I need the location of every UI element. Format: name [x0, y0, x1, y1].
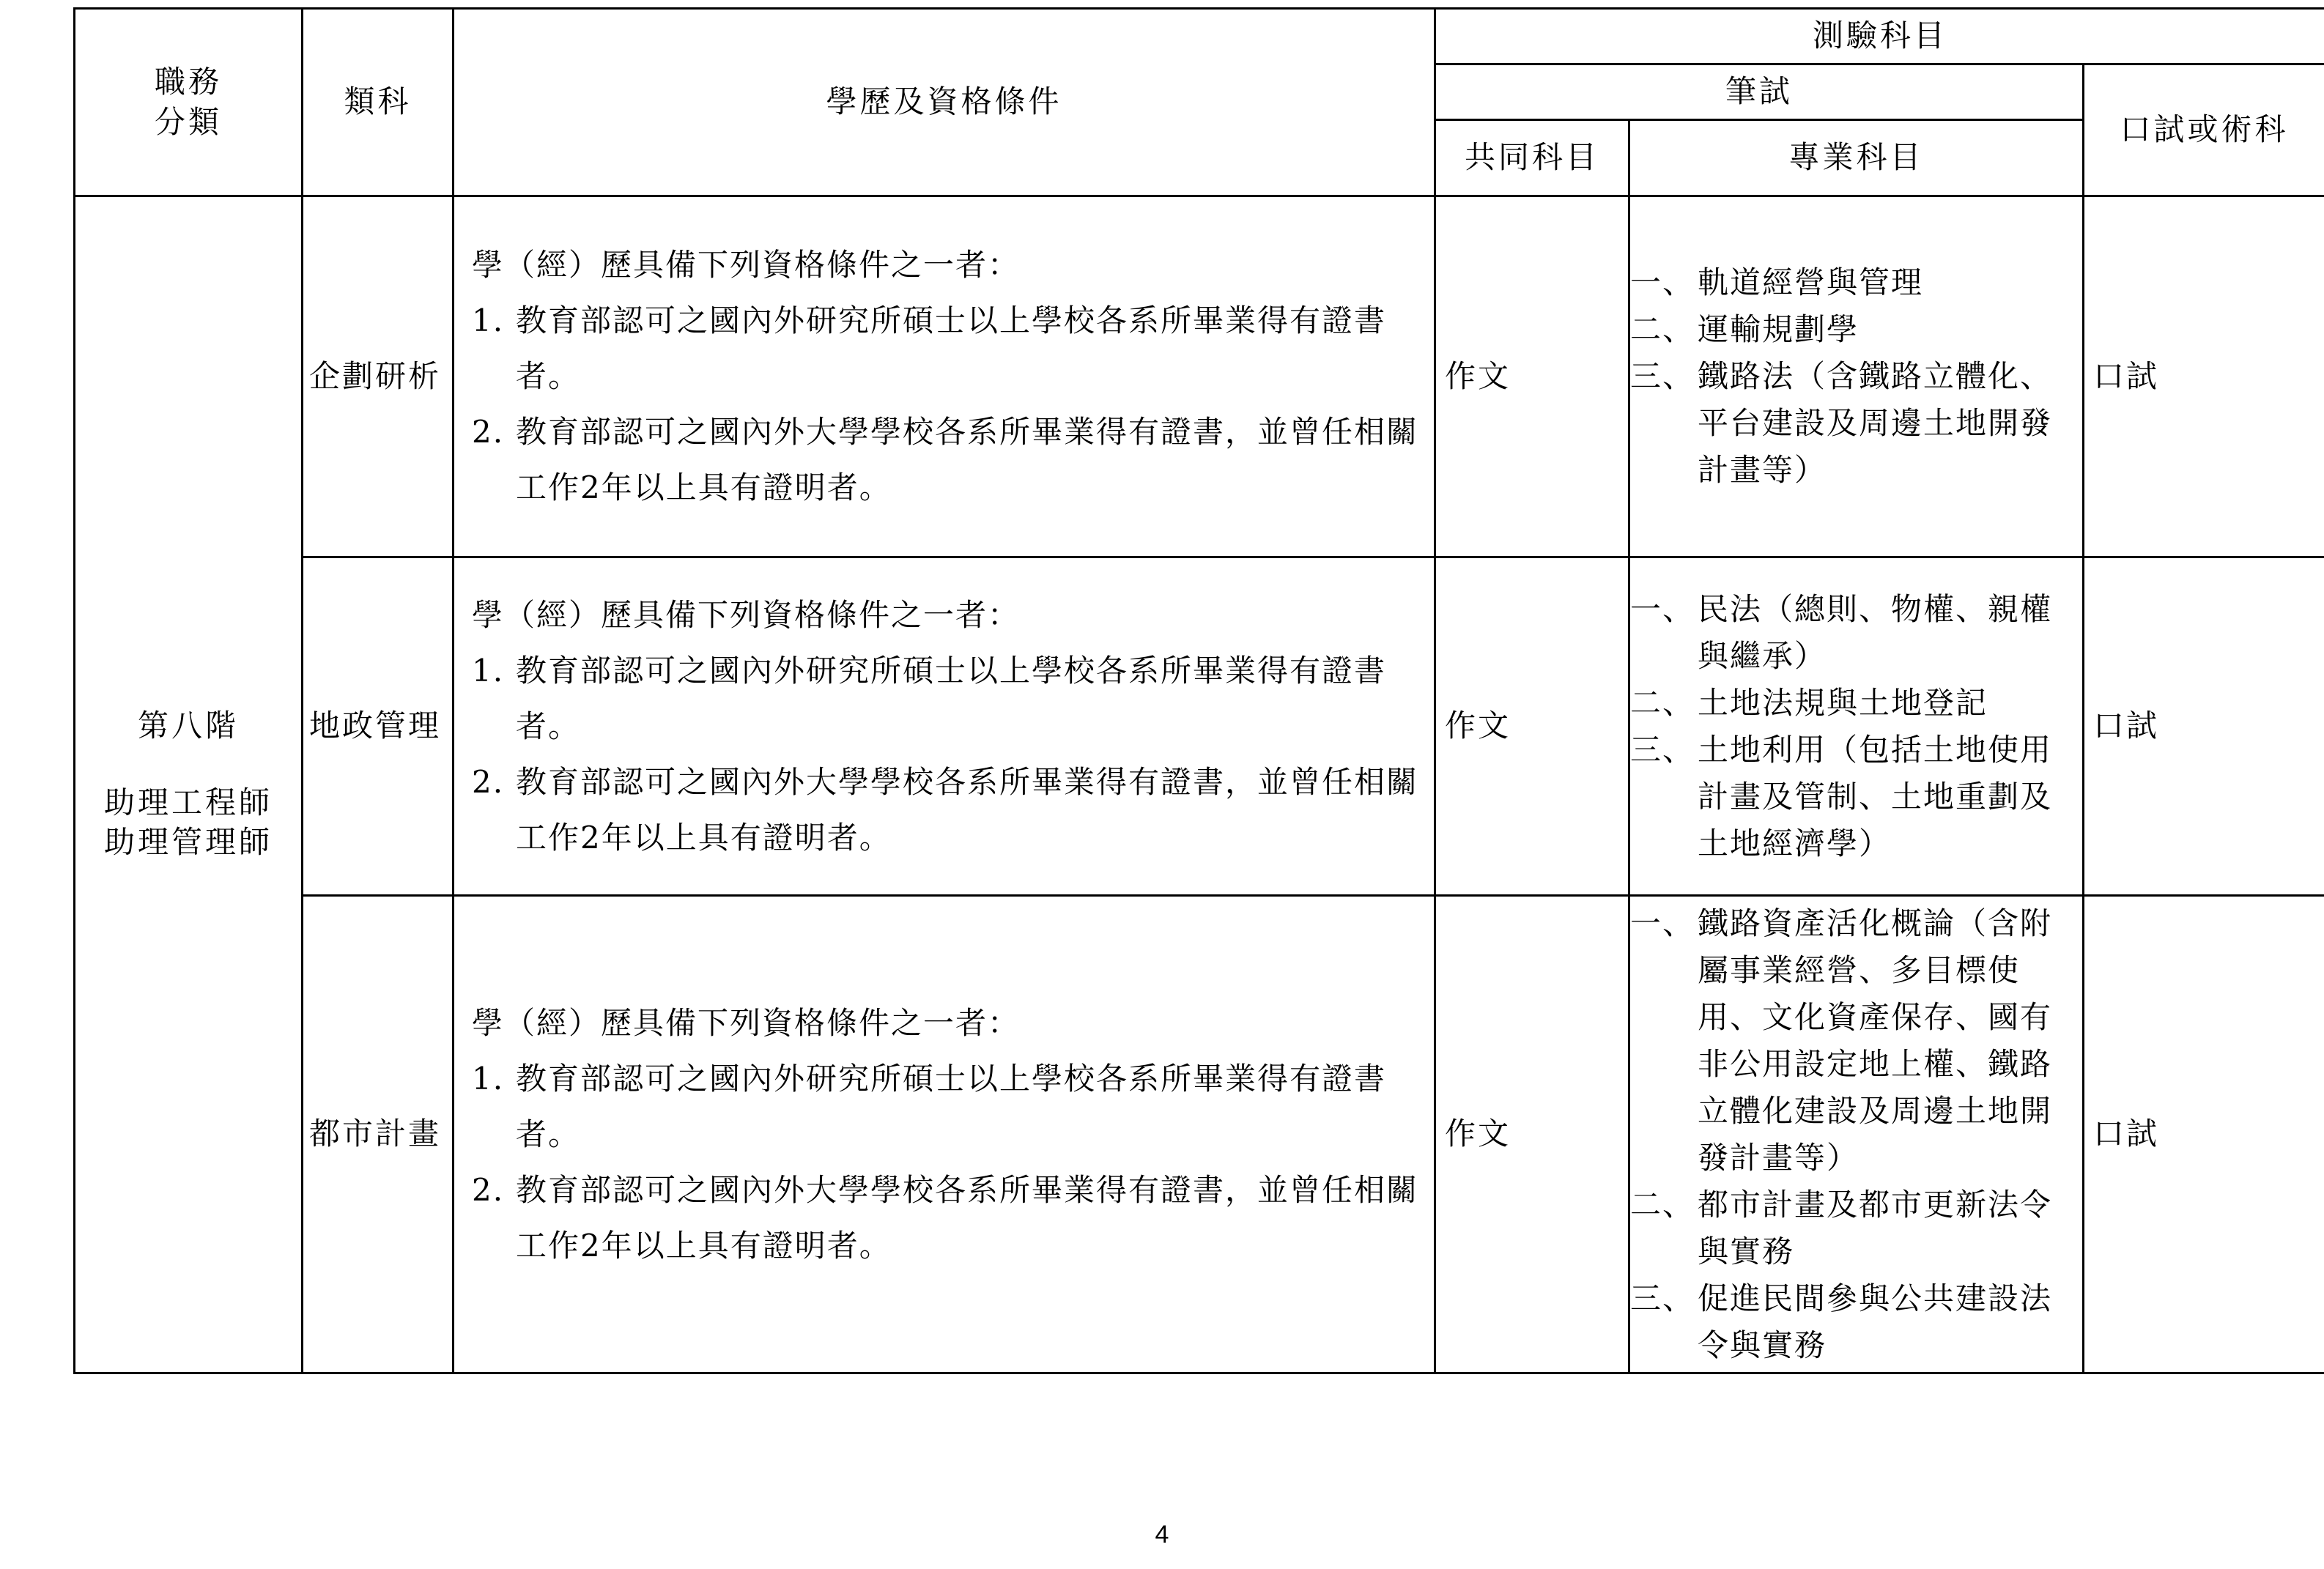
list-item: 三、 鐵路法（含鐵路立體化、平台建設及周邊土地開發計畫等）	[1630, 358, 2053, 488]
header-oral-or-skill: 口試或術科	[2084, 64, 2324, 196]
header-written: 筆試	[1435, 64, 2084, 120]
page-number: 4	[1155, 1521, 1169, 1548]
oral-cell: 口試	[2084, 557, 2324, 896]
common-subject-cell: 作文	[1435, 896, 1629, 1373]
qualifications-cell: 學（經）歷具備下列資格條件之一者： 1. 教育部認可之國內外研究所碩士以上學校各系所畢業得有證書者。 2. 教育部認可之國內外大學學校各系所畢業得有證書，並曾任相關工作2年以上具有證明者。	[454, 557, 1435, 896]
oral-cell: 口試	[2084, 196, 2324, 557]
category-cell: 地政管理	[303, 557, 454, 896]
list-item: 三、 促進民間參與公共建設法令與實務	[1630, 1280, 2053, 1363]
table-row	[75, 557, 2324, 896]
header-qualifications: 學歷及資格條件	[454, 9, 1435, 196]
category-cell: 企劃研析	[303, 196, 454, 557]
grade-cell	[75, 196, 303, 1373]
list-item: 二、 都市計畫及都市更新法令與實務	[1630, 1186, 2053, 1269]
qualifications-cell: 學（經）歷具備下列資格條件之一者： 1. 教育部認可之國內外研究所碩士以上學校各系所畢業得有證書者。 2. 教育部認可之國內外大學學校各系所畢業得有證書，並曾任相關工作2年以上具有證明者。	[454, 196, 1435, 557]
header-common-subject: 共同科目	[1435, 120, 1629, 196]
qualifications-cell: 學（經）歷具備下列資格條件之一者： 1. 教育部認可之國內外研究所碩士以上學校各系所畢業得有證書者。 2. 教育部認可之國內外大學學校各系所畢業得有證書，並曾任相關工作2年以上具有證明者。	[454, 896, 1435, 1373]
list-item: 二、 土地法規與土地登記	[1630, 684, 1988, 721]
list-item: 1. 教育部認可之國內外研究所碩士以上學校各系所畢業得有證書者。	[472, 652, 1387, 744]
list-item: 三、 土地利用（包括土地使用計畫及管制、土地重劃及土地經濟學）	[1630, 731, 2053, 861]
list-item: 2. 教育部認可之國內外大學學校各系所畢業得有證書，並曾任相關工作2年以上具有證明者。	[472, 763, 1419, 856]
grade-title: 助理工程師	[103, 784, 273, 820]
professional-subjects-cell	[1629, 196, 2084, 557]
exam-table	[73, 7, 2324, 1374]
oral-cell: 口試	[2084, 896, 2324, 1373]
list-item: 一、 鐵路資產活化概論（含附屬事業經營、多目標使用、文化資產保存、國有非公用設定地上權、鐵路立體化建設及周邊土地開發計畫等）	[1630, 905, 2053, 1176]
header-exam-subjects: 測驗科目	[1435, 9, 2324, 64]
grade-title: 助理管理師	[103, 824, 273, 861]
grade-level: 第八階	[137, 708, 239, 744]
common-subject-cell: 作文	[1435, 557, 1629, 896]
header-category: 類科	[303, 9, 454, 196]
table-row	[75, 196, 2324, 557]
list-item: 一、 民法（總則、物權、親權與繼承）	[1630, 590, 2053, 674]
list-item: 1. 教育部認可之國內外研究所碩士以上學校各系所畢業得有證書者。	[472, 303, 1387, 394]
list-item: 1. 教育部認可之國內外研究所碩士以上學校各系所畢業得有證書者。	[472, 1060, 1387, 1152]
list-item: 一、 軌道經營與管理	[1630, 264, 1924, 300]
header-professional-subject: 專業科目	[1629, 120, 2084, 196]
list-item: 二、 運輸規劃學	[1630, 311, 1859, 347]
table-row	[75, 896, 2324, 1373]
list-item: 2. 教育部認可之國內外大學學校各系所畢業得有證書，並曾任相關工作2年以上具有證明者。	[472, 414, 1419, 505]
header-position-class: 職務 分類	[75, 9, 303, 196]
category-cell: 都市計畫	[303, 896, 454, 1373]
common-subject-cell: 作文	[1435, 196, 1629, 557]
professional-subjects-cell	[1629, 557, 2084, 896]
list-item: 2. 教育部認可之國內外大學學校各系所畢業得有證書，並曾任相關工作2年以上具有證明者。	[472, 1171, 1419, 1264]
professional-subjects-cell	[1629, 896, 2084, 1373]
